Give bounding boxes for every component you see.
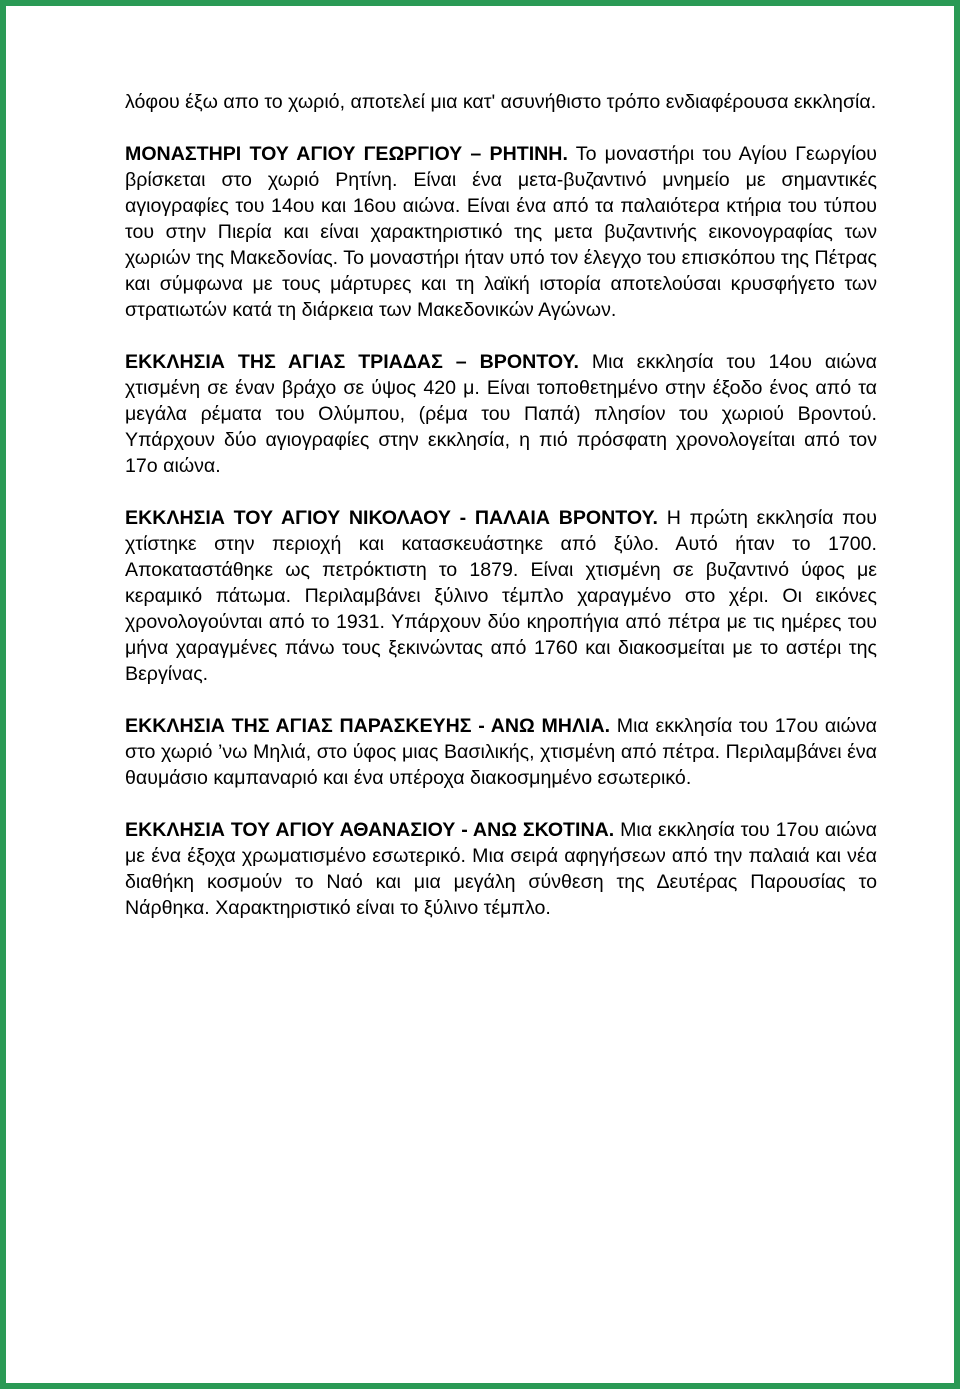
- paragraph-text: Μια εκκλησία του 14ου αιώνα χτισμένη σε έναν βράχο σε ύψος 420 μ. Είναι τοποθετημένο στην έξοδο ένος από τα μεγάλα ρέματα του Ολύμπου, (ρέμα του Παπά) πλησίον του χωριού Βροντού. Υπάρχουν δύο αγιογραφίες στην εκκλησία, η πιό πρόσφατη χρονολογείται από τον 17ο αιώνα.: [125, 351, 877, 477]
- document-body: [125, 89, 877, 947]
- paragraph-agios-georgios-ritini: [125, 141, 877, 323]
- paragraph-agios-athanasios-ano-skotina: [125, 817, 877, 921]
- paragraph-agia-paraskevi-ano-milia: [125, 713, 877, 791]
- paragraph-text: Μια εκκλησία του 17ου αιώνα με ένα έξοχα χρωματισμένο εσωτερικό. Μια σειρά αφηγήσεων από την παλαιά και νέα διαθήκη κοσμούν το Ναό και μια μεγάλη σύνθεση της Δευτέρας Παρουσίας το Νάρθηκα. Χαρακτηριστικό είναι το ξύλινο τέμπλο.: [125, 819, 877, 919]
- paragraph-title: ΕΚΚΛΗΣΙΑ ΤΗΣ ΑΓΙΑΣ ΠΑΡΑΣΚΕΥΗΣ - ΑΝΩ ΜΗΛΙΑ.: [125, 715, 611, 737]
- paragraph-title: ΕΚΚΛΗΣΙΑ ΤΟΥ ΑΓΙΟΥ ΝΙΚΟΛΑΟΥ - ΠΑΛΑΙΑ ΒΡΟΝΤΟΥ.: [125, 507, 658, 529]
- paragraph-text: Η πρώτη εκκλησία που χτίστηκε στην περιοχή και κατασκευάστηκε από ξύλο. Αυτό ήταν το 1700. Αποκαταστάθηκε ως πετρόκτιστη το 1879. Είναι χτισμένη σε βυζαντινό ύφος με κεραμικό πάτωμα. Περιλαμβάνει ξύλινο τέμπλο χαραγμένο στο χέρι. Οι εικόνες χρονολογούνται από το 1931. Υπάρχουν δύο κηροπήγια από πέτρα με τις ημέρες του μήνα χαραγμένες πάνω τους ξεκινώντας από 1760 και διακοσμείται με το αστέρι της Βεργίνας.: [125, 507, 877, 685]
- paragraph-text: λόφου έξω απο το χωριό, αποτελεί μια κατ' ασυνήθιστο τρόπο ενδιαφέρουσα εκκλησία.: [125, 91, 877, 113]
- paragraph-text: Μια εκκλησία του 17ου αιώνα στο χωριό ’νω Μηλιά, στο ύφος μιας Βασιλικής, χτισμένη από πέτρα. Περιλαμβάνει ένα θαυμάσιο καμπαναριό και ένα υπέροχα διακοσμημένο εσωτερικό.: [125, 715, 877, 789]
- paragraph-intro: [125, 89, 877, 115]
- paragraph-text: Το μοναστήρι του Αγίου Γεωργίου βρίσκεται στο χωριό Ρητίνη. Είναι ένα μετα-βυζαντινό μνημείο με σημαντικές αγιογραφίες του 14ου και 16ου αιώνα. Είναι ένα από τα παλαιότερα κτήρια του τύπου του στην Πιερία και είναι χαρακτηριστικό της μετα βυζαντινής εικονογραφίας των χωριών της Μακεδονίας. Το μοναστήρι ήταν υπό τον έλεγχο του επισκόπου της Πέτρας και σύμφωνα με τους μάρτυρες και τη λαϊκή ιστορία αποτελούσαι κρυσφήγετο των στρατιωτών κατά τη διάρκεια των Μακεδονικών Αγώνων.: [125, 143, 877, 321]
- paragraph-agia-triada-vrontou: [125, 349, 877, 479]
- paragraph-title: ΕΚΚΛΗΣΙΑ ΤΗΣ ΑΓΙΑΣ ΤΡΙΑΔΑΣ – ΒΡΟΝΤΟΥ.: [125, 351, 579, 373]
- paragraph-title: ΕΚΚΛΗΣΙΑ ΤΟΥ ΑΓΙΟΥ ΑΘΑΝΑΣΙΟΥ - ΑΝΩ ΣΚΟΤΙΝΑ.: [125, 819, 615, 841]
- paragraph-agios-nikolaos-palaia-vrontou: [125, 505, 877, 687]
- paragraph-title: ΜΟΝΑΣΤΗΡΙ ΤΟΥ ΑΓΙΟΥ ΓΕΩΡΓΙΟΥ – ΡΗΤΙΝΗ.: [125, 143, 568, 165]
